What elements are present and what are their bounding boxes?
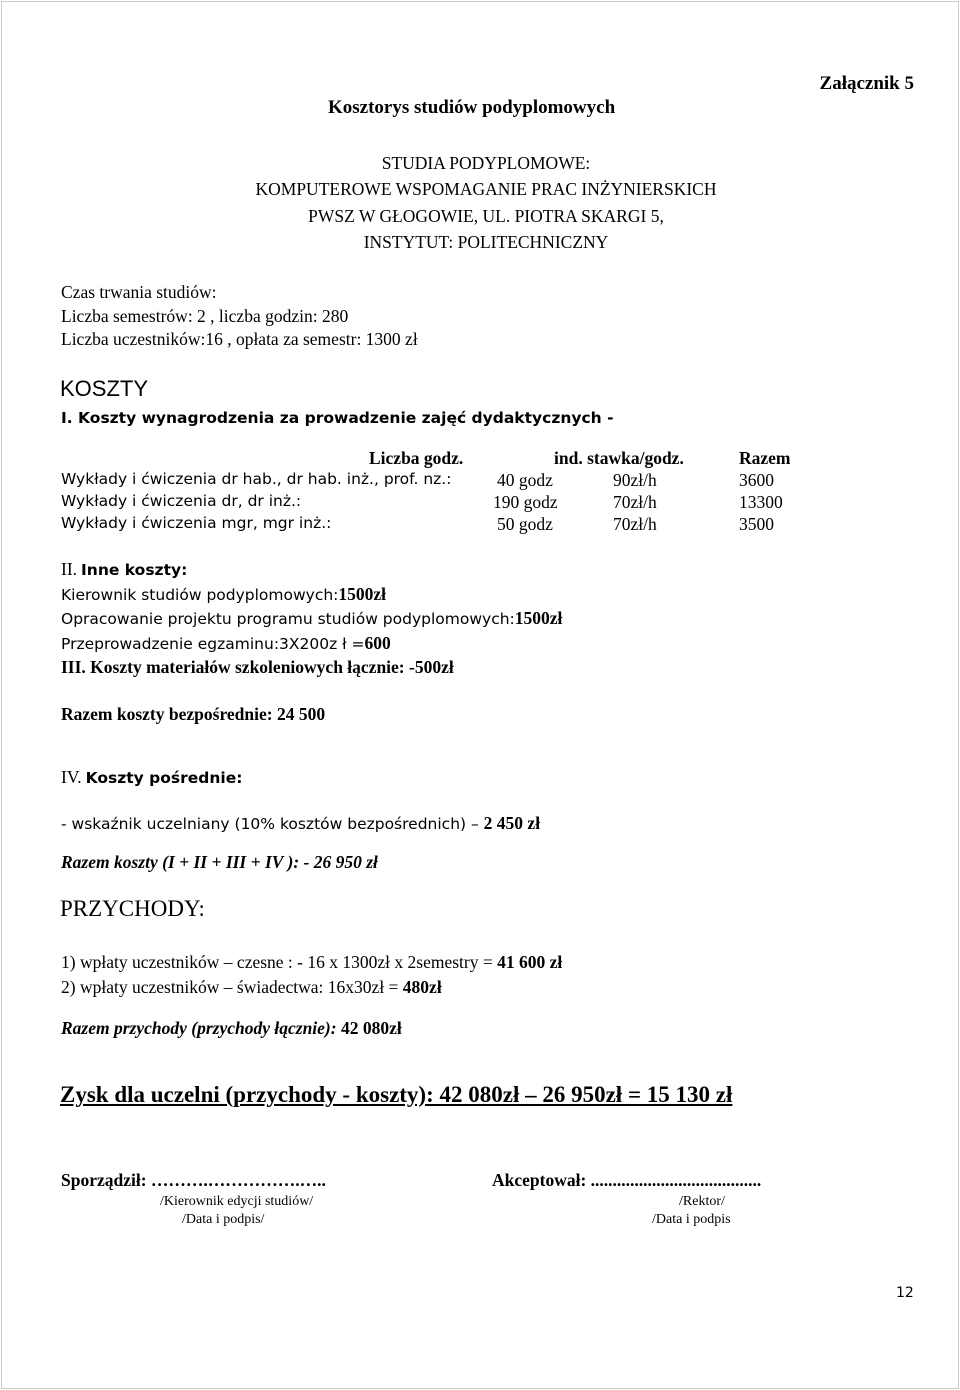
income-list <box>61 951 562 1000</box>
accepted-by-date-sign: /Data i podpis <box>652 1212 731 1227</box>
duration-label: Czas trwania studiów: <box>61 282 217 302</box>
accepted-by-label: Akceptował: ....................................... <box>492 1170 762 1190</box>
header-line: INSTYTUT: POLITECHNICZNY <box>363 231 609 252</box>
header-hours: Liczba godz. <box>369 448 464 468</box>
row-total: 3600 <box>739 470 774 490</box>
table-row <box>0 492 960 514</box>
row-hours: 190 godz <box>493 492 558 512</box>
table-row <box>0 514 960 536</box>
row-label: Wykłady i ćwiczenia mgr, mgr inż.: <box>61 514 332 532</box>
direct-costs-total: Razem koszty bezpośrednie: 24 500 <box>61 704 326 724</box>
prepared-by-role: /Kierownik edycji studiów/ <box>160 1194 314 1209</box>
header-line: KOMPUTEROWE WSPOMAGANIE PRAC INŻYNIERSKICH <box>255 179 717 200</box>
row-label: Wykłady i ćwiczenia dr hab., dr hab. inż., prof. nz.: <box>61 470 452 488</box>
total-costs: Razem koszty (I + II + III + IV ): - 26 950 zł <box>61 852 378 872</box>
header-line: STUDIA PODYPLOMOWE: <box>381 153 591 173</box>
section-3: III. Koszty materiałów szkoleniowych łącznie: -500zł <box>61 657 454 677</box>
section-4-title: IV. Koszty pośrednie: <box>61 767 243 787</box>
row-total: 3500 <box>739 514 774 534</box>
costs-heading: KOSZTY <box>60 376 149 401</box>
row-rate: 70zł/h <box>613 514 657 534</box>
section-2 <box>61 558 562 679</box>
accepted-by-role: /Rektor/ <box>679 1194 725 1209</box>
cost-table <box>0 470 960 542</box>
header-rate: ind. stawka/godz. <box>554 448 684 468</box>
income-item: 2) wpłaty uczestników – świadectwa: 16x30zł = 480zł <box>61 976 442 997</box>
prepared-by-label: Sporządził: ……….…………….….. <box>61 1170 326 1190</box>
row-total: 13300 <box>739 492 783 512</box>
page-number: 12 <box>896 1285 914 1301</box>
header-line: PWSZ W GŁOGOWIE, UL. PIOTRA SKARGI 5, <box>308 205 664 226</box>
participants-line: Liczba uczestników:16 , opłata za semestr: 1300 zł <box>61 329 418 349</box>
table-row <box>0 470 960 492</box>
row-hours: 40 godz <box>497 470 553 490</box>
row-rate: 70zł/h <box>613 492 657 512</box>
attachment-label: Załącznik 5 <box>819 73 914 94</box>
exam-cost: Przeprowadzenie egzaminu:3X200z ł =600 <box>61 632 391 653</box>
row-label: Wykłady i ćwiczenia dr, dr inż.: <box>61 492 302 510</box>
document-title: Kosztorys studiów podyplomowych <box>328 97 616 118</box>
row-hours: 50 godz <box>497 514 553 534</box>
row-rate: 90zł/h <box>613 470 657 490</box>
program-header <box>0 150 960 255</box>
indirect-cost-line: - wskaźnik uczelniany (10% kosztów bezpośrednich) – 2 450 zł <box>61 813 541 833</box>
semesters-line: Liczba semestrów: 2 , liczba godzin: 280 <box>61 305 349 326</box>
profit-line: Zysk dla uczelni (przychody - koszty): 42 080zł – 26 950zł = 15 130 zł <box>60 1082 733 1107</box>
prepared-by-date-sign: /Data i podpis/ <box>182 1212 265 1227</box>
income-item: 1) wpłaty uczestników – czesne : - 16 x 1300zł x 2semestry = 41 600 zł <box>61 952 563 972</box>
study-info <box>61 281 418 352</box>
manager-cost: Kierownik studiów podyplomowych:1500zł <box>61 583 387 604</box>
project-cost: Opracowanie projektu programu studiów podyplomowych:1500zł <box>61 608 563 628</box>
income-heading: PRZYCHODY: <box>60 896 205 921</box>
total-income: Razem przychody (przychody łącznie): 42 080zł <box>61 1018 402 1038</box>
section-2-title: II. Inne koszty: <box>61 559 188 579</box>
header-total: Razem <box>739 448 791 468</box>
section-1-title: I. Koszty wynagrodzenia za prowadzenie zajęć dydaktycznych - <box>61 409 614 427</box>
